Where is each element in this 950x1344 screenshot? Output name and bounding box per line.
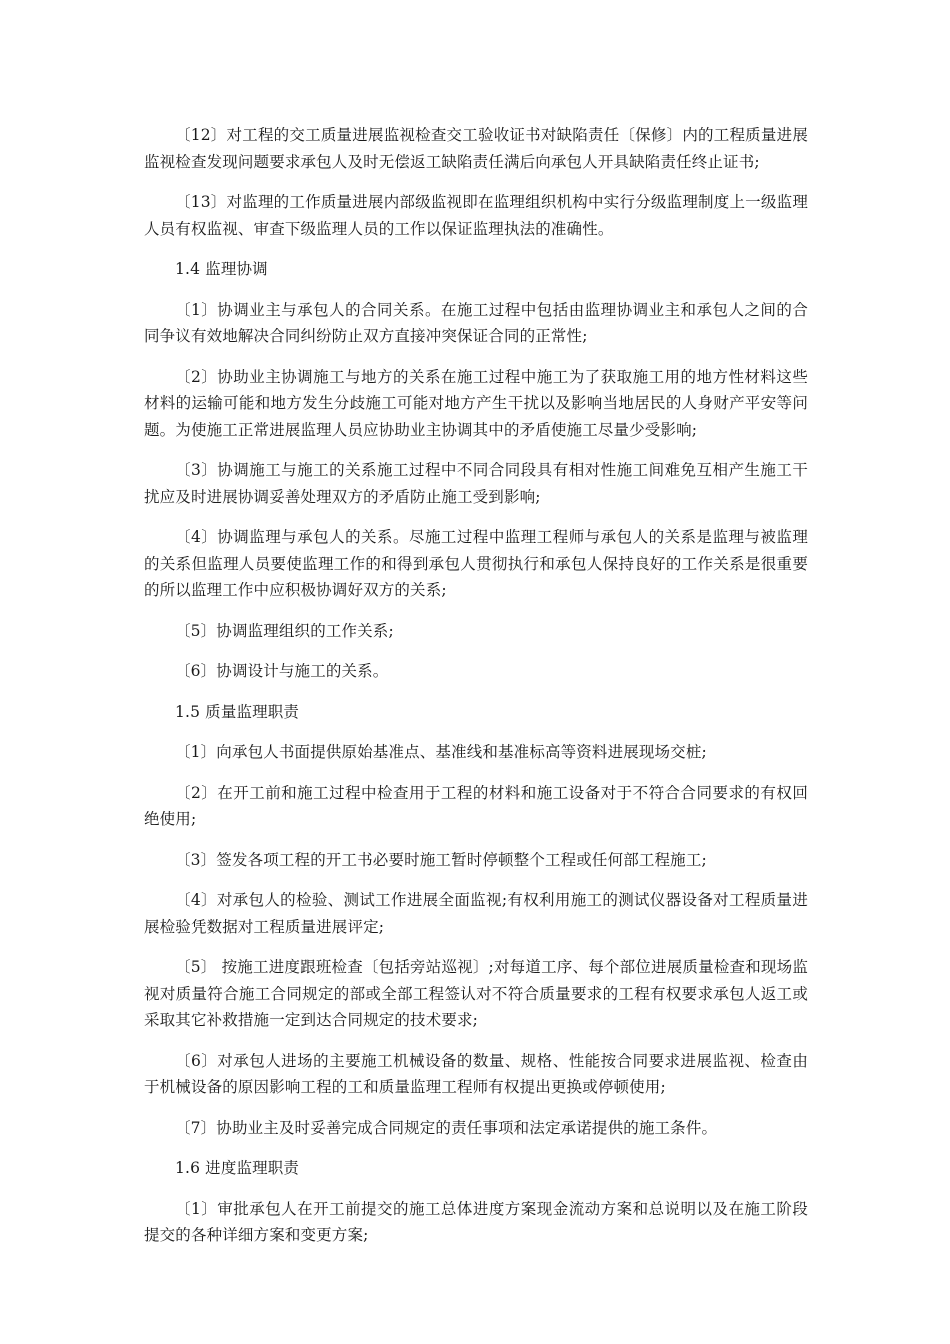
section-heading-1-6: 1.6 进度监理职责 bbox=[175, 1159, 300, 1177]
paragraph-coord-4: 〔4〕协调监理与承包人的关系。尽施工过程中监理工程师与承包人的关系是监理与被监理的关系但监理人员要使监理工作的和得到承包人贯彻执行和承包人保持良好的工作关系是很重要的所以监理工作中应积极协调好双方的关系; bbox=[144, 528, 808, 599]
paragraph-quality-5: 〔5〕 按施工进度跟班检查〔包括旁站巡视〕;对每道工序、每个部位进展质量检查和现场监视对质量符合施工合同规定的部或全部工程签认对不符合质量要求的工程有权要求承包人返工或采取其它补救措施一定到达合同规定的技术要求; bbox=[144, 958, 808, 1029]
document-page bbox=[144, 122, 808, 1263]
paragraph-coord-1: 〔1〕协调业主与承包人的合同关系。在施工过程中包括由监理协调业主和承包人之间的合同争议有效地解决合同纠纷防止双方直接冲突保证合同的正常性; bbox=[144, 300, 808, 345]
paragraph-quality-4: 〔4〕对承包人的检验、测试工作进展全面监视;有权利用施工的测试仪器设备对工程质量进展检验凭数据对工程质量进展评定; bbox=[144, 891, 808, 936]
paragraph-quality-2: 〔2〕在开工前和施工过程中检查用于工程的材料和施工设备对于不符合合同要求的有权回绝使用; bbox=[144, 783, 808, 828]
paragraph-coord-6: 〔6〕协调设计与施工的关系。 bbox=[175, 662, 389, 680]
paragraph-item-13: 〔13〕对监理的工作质量进展内部级监视即在监理组织机构中实行分级监理制度上一级监理人员有权监视、审查下级监理人员的工作以保证监理执法的准确性。 bbox=[144, 193, 808, 238]
paragraph-coord-3: 〔3〕协调施工与施工的关系施工过程中不同合同段具有相对性施工间难免互相产生施工干扰应及时进展协调妥善处理双方的矛盾防止施工受到影响; bbox=[144, 461, 808, 506]
paragraph-quality-6: 〔6〕对承包人进场的主要施工机械设备的数量、规格、性能按合同要求进展监视、检查由于机械设备的原因影响工程的工和质量监理工程师有权提出更换或停顿使用; bbox=[144, 1051, 808, 1096]
section-heading-1-5: 1.5 质量监理职责 bbox=[175, 702, 300, 721]
paragraph-quality-7: 〔7〕协助业主及时妥善完成合同规定的责任事项和法定承诺提供的施工条件。 bbox=[175, 1118, 718, 1137]
paragraph-progress-1: 〔1〕审批承包人在开工前提交的施工总体进度方案现金流动方案和总说明以及在施工阶段提交的各种详细方案和变更方案; bbox=[144, 1199, 808, 1244]
paragraph-quality-1: 〔1〕向承包人书面提供原始基准点、基准线和基准标高等资料进展现场交桩; bbox=[175, 743, 707, 761]
paragraph-coord-5: 〔5〕协调监理组织的工作关系; bbox=[175, 621, 394, 640]
section-heading-1-4: 1.4 监理协调 bbox=[175, 260, 268, 278]
paragraph-item-12: 〔12〕对工程的交工质量进展监视检查交工验收证书对缺陷责任〔保修〕内的工程质量进展监视检查发现问题要求承包人及时无偿返工缺陷责任满后向承包人开具缺陷责任终止证书; bbox=[144, 126, 808, 171]
paragraph-quality-3: 〔3〕签发各项工程的开工书必要时施工暂时停顿整个工程或任何部工程施工; bbox=[175, 850, 707, 869]
paragraph-coord-2: 〔2〕协助业主协调施工与地方的关系在施工过程中施工为了获取施工用的地方性材料这些材料的运输可能和地方发生分歧施工可能对地方产生干扰以及影响当地居民的人身财产平安等问题。为使施工正常进展监理人员应协助业主协调其中的矛盾使施工尽量少受影响; bbox=[144, 367, 808, 439]
